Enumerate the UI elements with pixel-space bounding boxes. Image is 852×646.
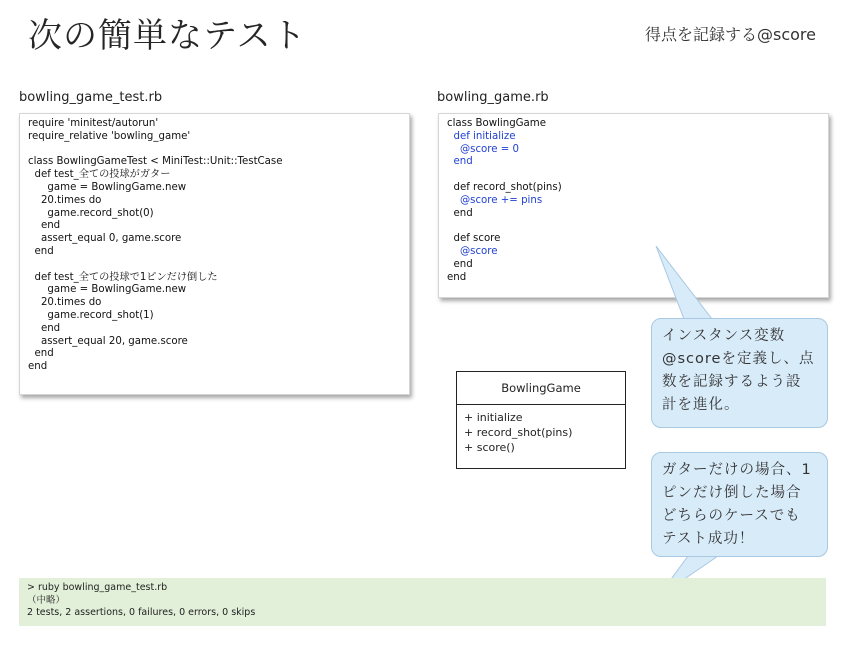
- uml-method: + record_shot(pins): [464, 426, 573, 439]
- code-line: game.record_shot(0): [28, 207, 154, 219]
- code-line: end: [447, 258, 473, 270]
- code-line: def test_全ての投球で1ピンだけ倒した: [28, 271, 218, 283]
- test-code-box: [19, 113, 410, 395]
- code-line: end: [28, 361, 48, 373]
- code-line: [447, 220, 820, 233]
- uml-method-list: [457, 405, 625, 460]
- terminal-output: [19, 578, 826, 626]
- code-line: class BowlingGameTest < MiniTest::Unit::TestCase: [28, 156, 283, 168]
- code-line: 20.times do: [28, 297, 102, 309]
- code-line: assert_equal 20, game.score: [28, 335, 188, 347]
- impl-code-box: [438, 113, 829, 298]
- code-line: end: [28, 245, 54, 257]
- terminal-line: 2 tests, 2 assertions, 0 failures, 0 errors, 0 skips: [27, 607, 256, 618]
- uml-method: + score(): [464, 441, 515, 454]
- test-file-label: bowling_game_test.rb: [19, 90, 163, 105]
- code-line: [28, 144, 401, 157]
- callout-line: @scoreを定義し、点: [662, 351, 815, 367]
- code-line: require_relative 'bowling_game': [28, 130, 191, 142]
- code-line: [28, 259, 401, 272]
- code-line: end: [28, 348, 54, 360]
- terminal-line: > ruby bowling_game_test.rb: [27, 582, 168, 593]
- code-line: class BowlingGame: [447, 118, 546, 129]
- uml-method: + initialize: [464, 411, 523, 424]
- callout-line: 数を記録するよう設: [662, 374, 802, 390]
- callout-line: テスト成功！: [662, 531, 755, 547]
- code-line: end: [447, 271, 467, 283]
- uml-class-diagram: [456, 371, 626, 469]
- code-line: def initialize: [447, 130, 516, 142]
- page-subtitle: 得点を記録する@score: [645, 25, 816, 44]
- callout-line: 計を進化。: [662, 397, 740, 413]
- code-line: end: [447, 156, 473, 168]
- code-line: @score += pins: [447, 194, 543, 206]
- code-line: end: [28, 220, 61, 232]
- code-line: @score = 0: [447, 143, 520, 155]
- impl-file-label: bowling_game.rb: [437, 90, 549, 105]
- callout-test-success: [651, 452, 828, 557]
- code-line: end: [447, 207, 473, 219]
- terminal-line: （中略）: [27, 594, 66, 606]
- callout-line: インスタンス変数: [662, 328, 786, 344]
- uml-class-name: BowlingGame: [457, 372, 625, 405]
- callout-line: どちらのケースでも: [662, 508, 801, 524]
- code-line: [447, 169, 820, 182]
- code-line: game = BowlingGame.new: [28, 181, 187, 193]
- callout-instance-variable: [651, 318, 828, 428]
- code-line: game.record_shot(1): [28, 309, 154, 321]
- callout-line: ピンだけ倒した場合: [662, 485, 802, 501]
- page-title: 次の簡単なテスト: [28, 16, 307, 56]
- code-line: end: [28, 322, 61, 334]
- code-line: game = BowlingGame.new: [28, 284, 187, 296]
- code-line: @score: [447, 245, 498, 257]
- code-line: require 'minitest/autorun': [28, 118, 159, 129]
- code-line: assert_equal 0, game.score: [28, 233, 182, 245]
- code-line: def record_shot(pins): [447, 181, 562, 193]
- callout-line: ガターだけの場合、1: [662, 462, 812, 478]
- code-line: def test_全ての投球がガター: [28, 169, 171, 181]
- code-line: 20.times do: [28, 194, 102, 206]
- code-line: def score: [447, 233, 501, 245]
